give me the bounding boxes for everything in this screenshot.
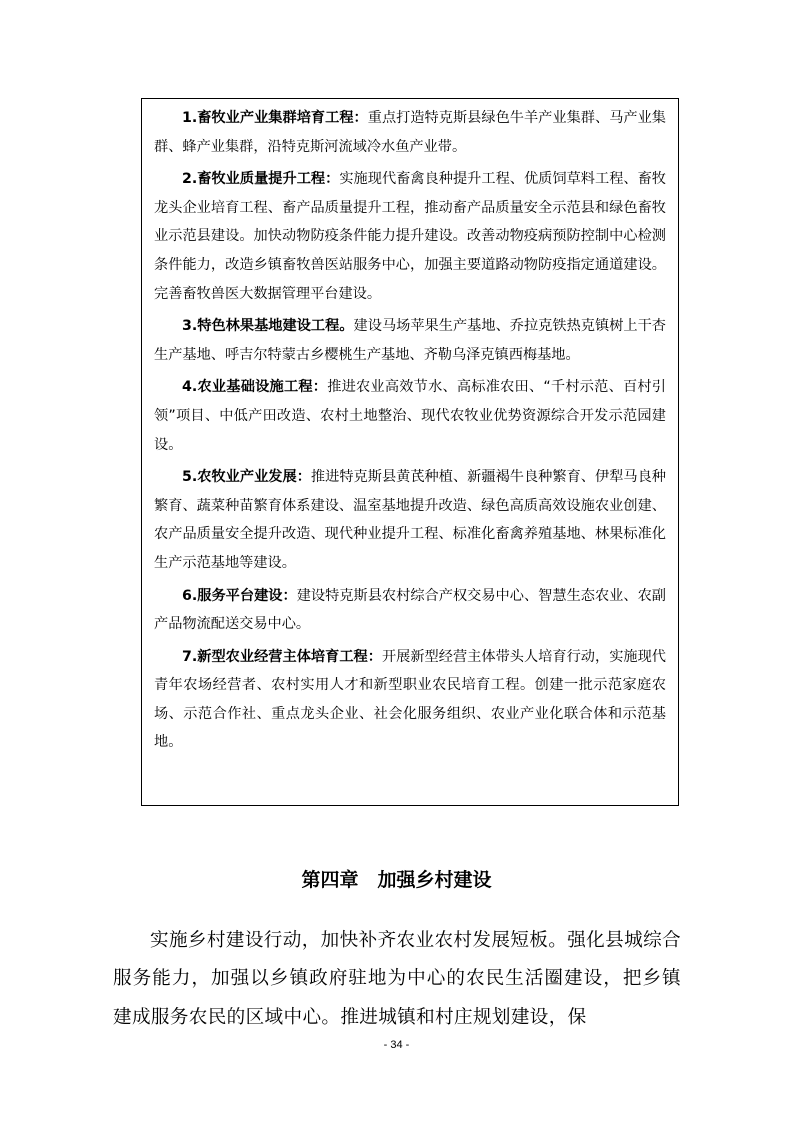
project-item (154, 463, 666, 577)
project-item-title: 5.农牧业产业发展： (182, 469, 311, 486)
project-item (154, 643, 666, 757)
project-item-title: 4.农业基础设施工程： (182, 379, 328, 396)
project-item (154, 373, 666, 459)
project-item (154, 104, 666, 161)
project-item-text: 推进特克斯县黄芪种植、新疆褐牛良种繁育、伊犁马良种繁育、蔬菜种苗繁育体系建设、温室基地提升改造、绿色高质高效设施农业创建、农产品质量安全提升改造、现代种业提升工程、标准化畜禽养殖基地、林果标准化生产示范基地等建设。 (154, 469, 666, 571)
chapter-title: 第四章 加强乡村建设 (301, 869, 492, 891)
project-item (154, 165, 666, 308)
project-item-text: 开展新型经营主体带头人培育行动，实施现代青年农场经营者、农村实用人才和新型职业农民培育工程。创建一批示范家庭农场、示范合作社、重点龙头企业、社会化服务组织、农业产业化联合体和示范基地。 (154, 648, 666, 751)
project-item-text: 推进农业高效节水、高标准农田、“千村示范、百村引领”项目、中低产田改造、农村土地整治、现代农牧业优势资源综合开发示范园建设。 (154, 379, 666, 453)
project-item (154, 582, 666, 639)
project-box (141, 98, 679, 806)
project-item-title: 3.特色林果基地建设工程。 (182, 318, 354, 335)
page-number: - 34 - (383, 1039, 410, 1051)
project-item-text: 建设特克斯县农村综合产权交易中心、智慧生态农业、农副产品物流配送交易中心。 (154, 587, 666, 633)
project-item-title: 2.畜牧业质量提升工程： (182, 171, 340, 188)
project-item-title: 6.服务平台建设： (182, 587, 297, 604)
project-item-title: 7.新型农业经营主体培育工程： (182, 648, 382, 665)
project-item-text: 重点打造特克斯县绿色牛羊产业集群、马产业集群、蜂产业集群，沿特克斯河流域冷水鱼产业带。 (154, 110, 666, 155)
project-item-text: 实施现代畜禽良种提升工程、优质饲草料工程、畜牧龙头企业培育工程、畜产品质量提升工程，推动畜产品质量安全示范县和绿色畜牧业示范县建设。加快动物防疫条件能力提升建设。改善动物疫病预防控制中心检测条件能力，改造乡镇畜牧兽医站服务中心，加强主要道路动物防疫指定通道建设。完善畜牧兽医大数据管理平台建设。 (154, 171, 666, 302)
chapter-body-paragraph: 实施乡村建设行动，加快补齐农业农村发展短板。强化县城综合服务能力，加强以乡镇政府驻地为中心的农民生活圈建设，把乡镇建成服务农民的区域中心。推进城镇和村庄规划建设，保 (113, 929, 681, 1028)
project-item-title: 1.畜牧业产业集群培育工程： (182, 110, 368, 126)
project-item (154, 312, 666, 369)
project-item-text: 建设马场苹果生产基地、乔拉克铁热克镇树上干杏生产基地、呼吉尔特蒙古乡樱桃生产基地、齐勒乌泽克镇西梅基地。 (154, 318, 666, 363)
